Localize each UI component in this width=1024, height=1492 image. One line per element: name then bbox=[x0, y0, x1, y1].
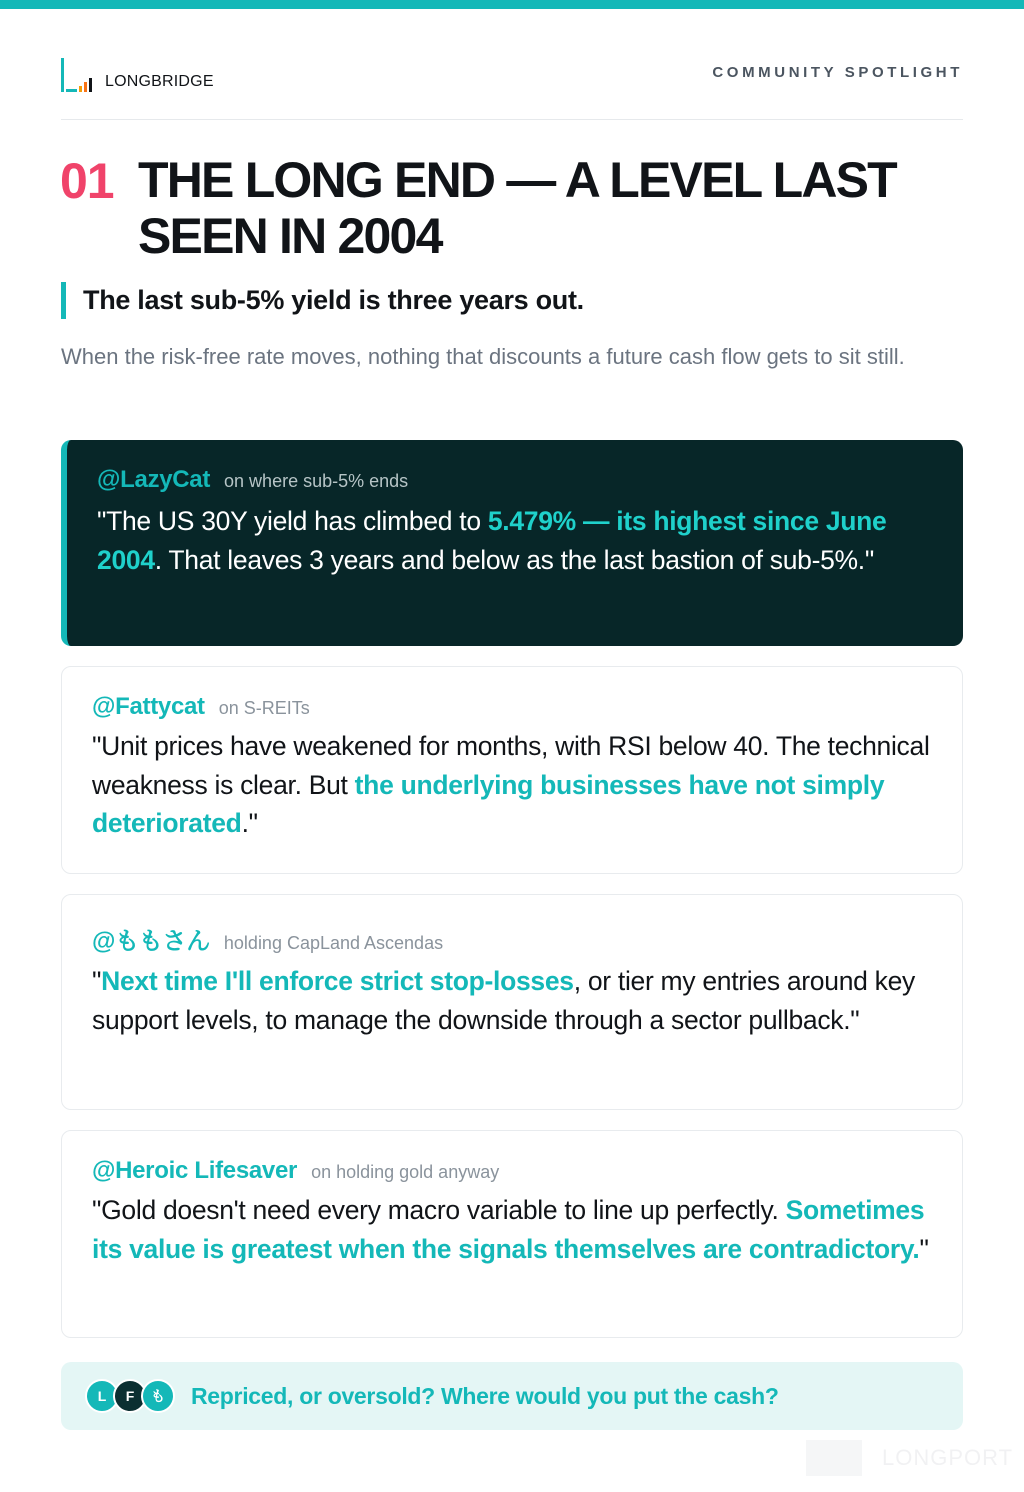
quote-text bbox=[92, 962, 932, 1039]
quote-text-before: "The US 30Y yield has climbed to bbox=[97, 506, 488, 536]
discussion-prompt-text[interactable]: Repriced, or oversold? Where would you put the cash? bbox=[191, 1382, 779, 1409]
avatar-stack bbox=[85, 1379, 169, 1413]
quote-card bbox=[61, 1130, 963, 1338]
quote-text-after: , or tier my entries around key support levels, to manage the downside through a sector pullback." bbox=[92, 966, 915, 1035]
quote-highlight: the underlying businesses have not simply deteriorated bbox=[92, 769, 885, 838]
section-number: 01 bbox=[60, 153, 114, 209]
quote-highlight: Next time I'll enforce strict stop-losses bbox=[101, 966, 574, 996]
quote-card bbox=[61, 666, 963, 874]
user-handle[interactable]: @LazyCat bbox=[97, 466, 211, 493]
top-accent-bar bbox=[0, 0, 1024, 9]
avatar: L bbox=[85, 1379, 119, 1413]
quote-card-featured bbox=[61, 440, 963, 646]
quote-text-after: " bbox=[919, 1233, 929, 1264]
avatar: も bbox=[141, 1379, 175, 1413]
section-title: THE LONG END — A LEVEL LAST SEEN IN 2004 bbox=[138, 152, 896, 264]
discussion-prompt[interactable] bbox=[61, 1362, 963, 1430]
quote-text bbox=[92, 727, 932, 843]
quote-text-before: "Gold doesn't need every macro variable to line up perfectly. bbox=[92, 1195, 786, 1225]
longbridge-logo[interactable] bbox=[61, 56, 214, 92]
user-handle[interactable]: @Heroic Lifesaver bbox=[92, 1157, 298, 1184]
avatar: F bbox=[113, 1379, 147, 1413]
header-label: COMMUNITY SPOTLIGHT bbox=[712, 64, 963, 81]
quote-card bbox=[61, 894, 963, 1110]
section-intro: When the risk-free rate moves, nothing that discounts a future cash flow gets to sit still. bbox=[61, 344, 905, 369]
quote-context: on holding gold anyway bbox=[311, 1162, 500, 1182]
quote-text-after: ." bbox=[241, 808, 258, 838]
watermark-text: LONGPORT bbox=[882, 1445, 1014, 1470]
section-subtitle: The last sub-5% yield is three years out. bbox=[61, 282, 584, 319]
quote-context: holding CapLand Ascendas bbox=[223, 933, 444, 953]
quote-text bbox=[92, 1191, 932, 1268]
quote-highlight: 5.479% — its highest since June 2004 bbox=[97, 506, 887, 575]
watermark-logo-icon bbox=[806, 1440, 862, 1476]
longport-watermark bbox=[806, 1440, 1013, 1476]
logo-bars-icon bbox=[61, 56, 97, 92]
quote-text-before: " bbox=[92, 966, 102, 996]
quote-highlight: Sometimes its value is greatest when the signals themselves are contradictory. bbox=[92, 1195, 925, 1264]
brand-name: LONGBRIDGE bbox=[105, 73, 214, 90]
quote-text-after: . That leaves 3 years and below as the last bastion of sub-5%." bbox=[154, 544, 874, 575]
page-header bbox=[61, 54, 963, 120]
quote-context: on where sub-5% ends bbox=[224, 471, 409, 491]
user-handle[interactable]: @Fattycat bbox=[92, 693, 205, 720]
quote-context: on S-REITs bbox=[218, 698, 310, 718]
quote-text bbox=[97, 502, 937, 579]
user-handle[interactable]: @ももさん bbox=[92, 928, 210, 955]
quote-text-before: "Unit prices have weakened for months, with RSI below 40. The technical weakness is clear. But bbox=[92, 731, 930, 800]
